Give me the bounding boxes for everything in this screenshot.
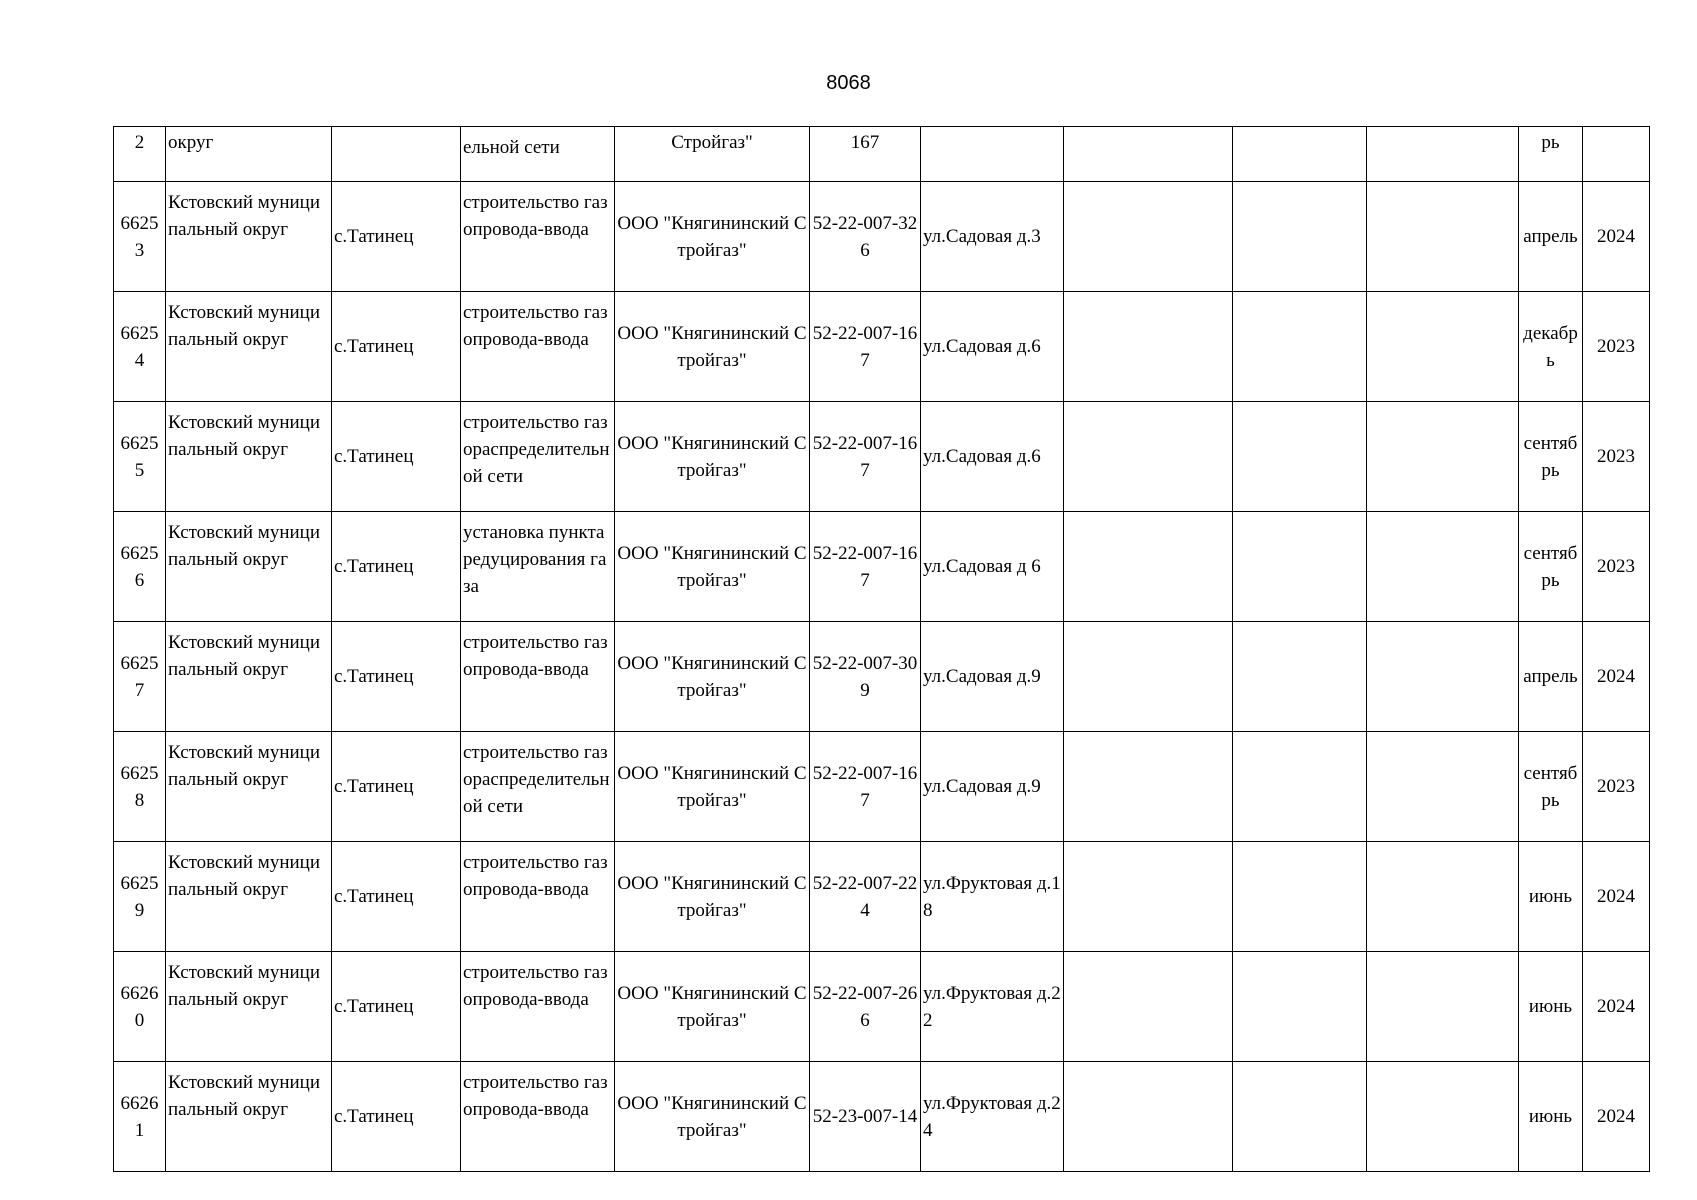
registry-code-cell: 52-22-007-167 bbox=[810, 732, 921, 842]
empty-cell bbox=[1367, 622, 1519, 732]
row-number-cell: 66260 bbox=[114, 952, 166, 1062]
district-cell: Кстовский муниципальный округ bbox=[166, 732, 332, 842]
year-cell: 2023 bbox=[1583, 732, 1650, 842]
work-type-cell: строительство газораспределительной сети bbox=[461, 732, 615, 842]
empty-cell bbox=[1233, 1062, 1367, 1172]
row-number-cell: 66253 bbox=[114, 182, 166, 292]
district-cell: Кстовский муниципальный округ bbox=[166, 842, 332, 952]
table-row bbox=[114, 622, 1650, 732]
year-cell bbox=[1583, 127, 1650, 182]
address-cell: ул.Садовая д 6 bbox=[921, 512, 1064, 622]
empty-cell bbox=[1064, 842, 1233, 952]
row-number-cell: 66261 bbox=[114, 1062, 166, 1172]
empty-cell bbox=[1233, 952, 1367, 1062]
empty-cell bbox=[1367, 1062, 1519, 1172]
contractor-cell: ООО "Княгининский Стройгаз" bbox=[615, 732, 810, 842]
page-number: 8068 bbox=[826, 72, 871, 94]
locality-cell: с.Татинец bbox=[332, 952, 461, 1062]
table-row bbox=[114, 952, 1650, 1062]
district-cell: Кстовский муниципальный округ bbox=[166, 402, 332, 512]
registry-code-cell: 167 bbox=[810, 127, 921, 182]
address-cell: ул.Фруктовая д.24 bbox=[921, 1062, 1064, 1172]
empty-cell bbox=[1233, 292, 1367, 402]
district-cell: Кстовский муниципальный округ bbox=[166, 512, 332, 622]
work-type-cell: строительство газопровода-ввода bbox=[461, 952, 615, 1062]
address-cell: ул.Садовая д.9 bbox=[921, 732, 1064, 842]
empty-cell bbox=[1064, 622, 1233, 732]
row-number-cell: 66259 bbox=[114, 842, 166, 952]
district-cell: Кстовский муниципальный округ bbox=[166, 182, 332, 292]
empty-cell bbox=[1064, 292, 1233, 402]
district-cell: Кстовский муниципальный округ bbox=[166, 1062, 332, 1172]
locality-cell bbox=[332, 127, 461, 182]
district-cell: Кстовский муниципальный округ bbox=[166, 622, 332, 732]
empty-cell bbox=[1064, 402, 1233, 512]
work-type-cell: строительство газораспределительной сети bbox=[461, 402, 615, 512]
month-cell: сентябрь bbox=[1519, 402, 1583, 512]
address-cell bbox=[921, 127, 1064, 182]
year-cell: 2023 bbox=[1583, 512, 1650, 622]
table-row bbox=[114, 1062, 1650, 1172]
empty-cell bbox=[1367, 952, 1519, 1062]
empty-cell bbox=[1064, 1062, 1233, 1172]
work-type-cell: строительство газопровода-ввода bbox=[461, 622, 615, 732]
locality-cell: с.Татинец bbox=[332, 182, 461, 292]
empty-cell bbox=[1064, 127, 1233, 182]
row-number-cell: 2 bbox=[114, 127, 166, 182]
year-cell: 2023 bbox=[1583, 402, 1650, 512]
month-cell: июнь bbox=[1519, 952, 1583, 1062]
row-number-cell: 66255 bbox=[114, 402, 166, 512]
registry-code-cell: 52-22-007-167 bbox=[810, 402, 921, 512]
address-cell: ул.Садовая д.6 bbox=[921, 292, 1064, 402]
locality-cell: с.Татинец bbox=[332, 292, 461, 402]
empty-cell bbox=[1367, 842, 1519, 952]
empty-cell bbox=[1064, 512, 1233, 622]
table-row bbox=[114, 127, 1650, 182]
month-cell: сентябрь bbox=[1519, 512, 1583, 622]
work-type-cell: ельной сети bbox=[461, 127, 615, 182]
registry-code-cell: 52-22-007-224 bbox=[810, 842, 921, 952]
registry-code-cell: 52-22-007-309 bbox=[810, 622, 921, 732]
work-type-cell: строительство газопровода-ввода bbox=[461, 1062, 615, 1172]
empty-cell bbox=[1064, 732, 1233, 842]
empty-cell bbox=[1233, 182, 1367, 292]
row-number-cell: 66256 bbox=[114, 512, 166, 622]
empty-cell bbox=[1233, 842, 1367, 952]
row-number-cell: 66254 bbox=[114, 292, 166, 402]
contractor-cell: ООО "Княгининский Стройгаз" bbox=[615, 622, 810, 732]
year-cell: 2024 bbox=[1583, 182, 1650, 292]
empty-cell bbox=[1064, 182, 1233, 292]
work-type-cell: установка пункта редуцирования газа bbox=[461, 512, 615, 622]
locality-cell: с.Татинец bbox=[332, 1062, 461, 1172]
year-cell: 2024 bbox=[1583, 952, 1650, 1062]
district-cell: Кстовский муниципальный округ bbox=[166, 292, 332, 402]
empty-cell bbox=[1367, 127, 1519, 182]
table-row bbox=[114, 402, 1650, 512]
month-cell: июнь bbox=[1519, 1062, 1583, 1172]
table-body bbox=[114, 127, 1650, 1172]
registry-code-cell: 52-22-007-326 bbox=[810, 182, 921, 292]
month-cell: сентябрь bbox=[1519, 732, 1583, 842]
contractor-cell: ООО "Княгининский Стройгаз" bbox=[615, 952, 810, 1062]
empty-cell bbox=[1367, 512, 1519, 622]
row-number-cell: 66257 bbox=[114, 622, 166, 732]
empty-cell bbox=[1367, 292, 1519, 402]
address-cell: ул.Фруктовая д.22 bbox=[921, 952, 1064, 1062]
empty-cell bbox=[1233, 622, 1367, 732]
locality-cell: с.Татинец bbox=[332, 842, 461, 952]
table-row bbox=[114, 732, 1650, 842]
locality-cell: с.Татинец bbox=[332, 512, 461, 622]
empty-cell bbox=[1367, 732, 1519, 842]
work-type-cell: строительство газопровода-ввода bbox=[461, 292, 615, 402]
contractor-cell: Стройгаз" bbox=[615, 127, 810, 182]
address-cell: ул.Садовая д.3 bbox=[921, 182, 1064, 292]
empty-cell bbox=[1233, 127, 1367, 182]
table-row bbox=[114, 512, 1650, 622]
row-number-cell: 66258 bbox=[114, 732, 166, 842]
empty-cell bbox=[1233, 512, 1367, 622]
contractor-cell: ООО "Княгининский Стройгаз" bbox=[615, 842, 810, 952]
district-cell: округ bbox=[166, 127, 332, 182]
work-type-cell: строительство газопровода-ввода bbox=[461, 842, 615, 952]
address-cell: ул.Садовая д.6 bbox=[921, 402, 1064, 512]
month-cell: рь bbox=[1519, 127, 1583, 182]
contractor-cell: ООО "Княгининский Стройгаз" bbox=[615, 512, 810, 622]
month-cell: апрель bbox=[1519, 182, 1583, 292]
empty-cell bbox=[1233, 402, 1367, 512]
month-cell: апрель bbox=[1519, 622, 1583, 732]
gasification-table bbox=[113, 126, 1650, 1172]
year-cell: 2024 bbox=[1583, 1062, 1650, 1172]
year-cell: 2023 bbox=[1583, 292, 1650, 402]
contractor-cell: ООО "Княгининский Стройгаз" bbox=[615, 402, 810, 512]
district-cell: Кстовский муниципальный округ bbox=[166, 952, 332, 1062]
empty-cell bbox=[1367, 402, 1519, 512]
contractor-cell: ООО "Княгининский Стройгаз" bbox=[615, 182, 810, 292]
month-cell: июнь bbox=[1519, 842, 1583, 952]
registry-code-cell: 52-22-007-266 bbox=[810, 952, 921, 1062]
registry-code-cell: 52-22-007-167 bbox=[810, 512, 921, 622]
locality-cell: с.Татинец bbox=[332, 622, 461, 732]
month-cell: декабрь bbox=[1519, 292, 1583, 402]
table-row bbox=[114, 292, 1650, 402]
contractor-cell: ООО "Княгининский Стройгаз" bbox=[615, 1062, 810, 1172]
year-cell: 2024 bbox=[1583, 622, 1650, 732]
empty-cell bbox=[1367, 182, 1519, 292]
contractor-cell: ООО "Княгининский Стройгаз" bbox=[615, 292, 810, 402]
registry-code-cell: 52-22-007-167 bbox=[810, 292, 921, 402]
locality-cell: с.Татинец bbox=[332, 732, 461, 842]
table-row bbox=[114, 182, 1650, 292]
year-cell: 2024 bbox=[1583, 842, 1650, 952]
registry-code-cell: 52-23-007-14 bbox=[810, 1062, 921, 1172]
empty-cell bbox=[1064, 952, 1233, 1062]
empty-cell bbox=[1233, 732, 1367, 842]
work-type-cell: строительство газопровода-ввода bbox=[461, 182, 615, 292]
table-row bbox=[114, 842, 1650, 952]
address-cell: ул.Фруктовая д.18 bbox=[921, 842, 1064, 952]
address-cell: ул.Садовая д.9 bbox=[921, 622, 1064, 732]
locality-cell: с.Татинец bbox=[332, 402, 461, 512]
